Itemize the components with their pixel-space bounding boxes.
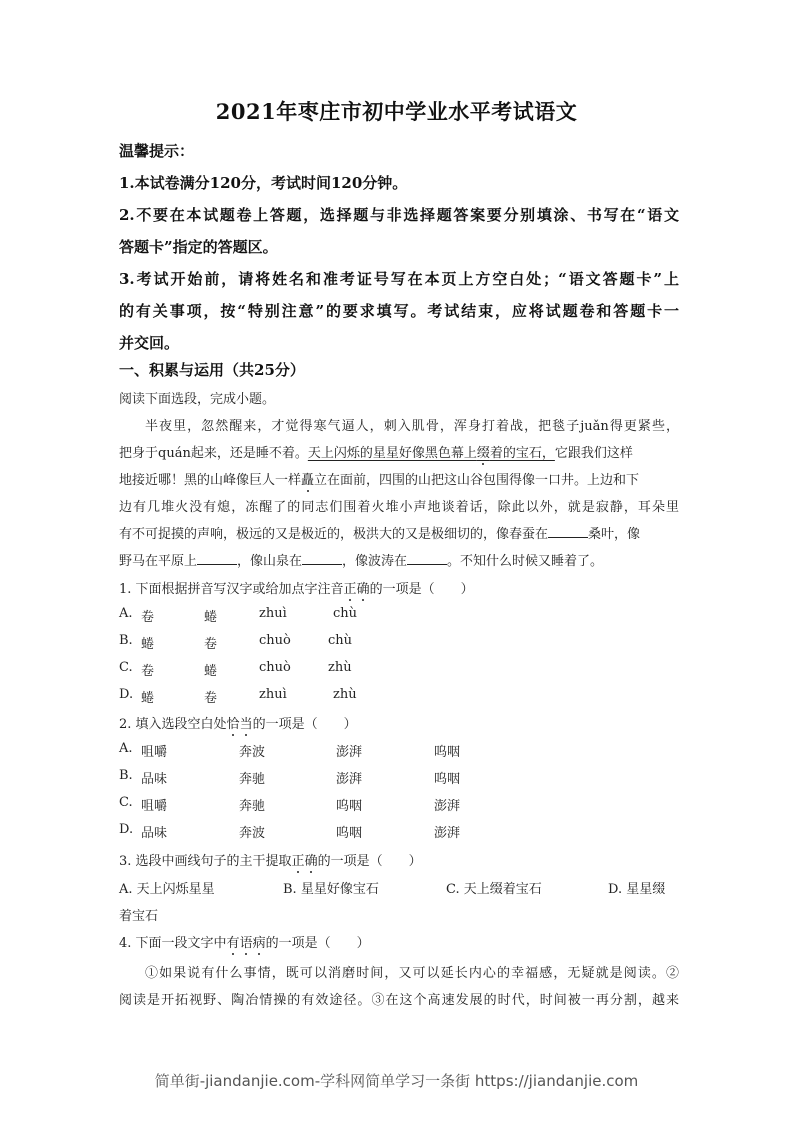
passage-text: 有不可捉摸的声响，极远的又是极近的，极洪大的又是极细切的，像春蚕在 bbox=[119, 527, 549, 542]
passage-line bbox=[119, 469, 639, 488]
notice-item: 的有关事项，按“特别注意”的要求填写。考试结束，应将试题卷和答题卡一 bbox=[119, 302, 679, 320]
section-heading: 一、积累与运用（共25分） bbox=[119, 361, 305, 379]
option-letter: B. bbox=[119, 768, 133, 783]
question-3-option-d[interactable]: D. 星星缀 bbox=[608, 882, 666, 897]
option-cell: zhuì bbox=[259, 606, 287, 621]
watermark-footer: 简单街-jiandanjie.com-学科网简单学习一条街 https://jiandanjie.com bbox=[154, 1072, 639, 1090]
option-cell: 奔波 bbox=[239, 826, 266, 841]
option-cell: 卷 bbox=[204, 637, 218, 652]
option-cell: 呜咽 bbox=[336, 826, 363, 841]
emphasis-dot-char: 正 bbox=[291, 854, 305, 869]
notice-item: 答题卡”指定的答题区。 bbox=[119, 238, 278, 256]
passage-text: 天上闪烁的星星好像黑色幕上 bbox=[307, 446, 477, 461]
option-cell: 澎湃 bbox=[336, 772, 363, 787]
passage-line bbox=[119, 550, 603, 569]
notice-item: 1.本试卷满分120分，考试时间120分钟。 bbox=[119, 174, 408, 192]
option-cell: 蜷 bbox=[204, 610, 218, 625]
passage-text: ，像波涛在 bbox=[342, 554, 408, 569]
question-3-option-b[interactable]: B. 星星好像宝石 bbox=[283, 882, 379, 897]
stem-text: 2. 填入选段空白处 bbox=[119, 717, 227, 732]
option-cell: chù bbox=[328, 633, 353, 648]
question-4-passage-line: 阅读是开拓视野、陶冶情操的有效途径。③在这个高速发展的时代，时间被一再分割，越来 bbox=[119, 993, 679, 1008]
option-cell: chù bbox=[333, 606, 358, 621]
option-cell: chuò bbox=[259, 660, 291, 675]
option-cell: 呜咽 bbox=[434, 745, 461, 760]
underlined-sentence bbox=[308, 446, 555, 461]
stem-text: 4. 下面一段文字中 bbox=[119, 936, 227, 951]
option-cell: zhù bbox=[333, 687, 357, 702]
stem-text: 1. 下面根据拼音写汉字或给加点字注音 bbox=[119, 582, 344, 597]
fill-blank[interactable] bbox=[407, 552, 447, 565]
passage-text: 把身于quán起来，还是睡不着。 bbox=[119, 446, 308, 461]
fill-blank[interactable] bbox=[197, 552, 237, 565]
question-1-stem bbox=[119, 578, 474, 597]
option-cell: 蜷 bbox=[141, 637, 155, 652]
option-cell: 澎湃 bbox=[434, 799, 461, 814]
option-cell: 澎湃 bbox=[336, 745, 363, 760]
emphasis-dot-char: 确 bbox=[356, 582, 370, 597]
passage-text: 立在面前，四围的山把这山谷包围得像一口井。上边和下 bbox=[314, 473, 640, 488]
question-3-option-d-wrap[interactable]: 着宝石 bbox=[119, 909, 159, 924]
stem-text: 3. 选段中画线句子的主干提取 bbox=[119, 854, 292, 869]
emphasis-dot-char: 矗 bbox=[301, 473, 315, 488]
emphasis-dot-char: 有 bbox=[226, 936, 240, 951]
question-3-option-a[interactable]: A. 天上闪烁星星 bbox=[119, 882, 215, 897]
option-cell: 蜷 bbox=[141, 691, 155, 706]
emphasis-dot-char: 正 bbox=[343, 582, 357, 597]
option-cell: chuò bbox=[259, 633, 291, 648]
emphasis-dot-char: 语 bbox=[239, 936, 253, 951]
stem-text: 的一项是（ ） bbox=[317, 854, 422, 869]
question-3-option-c[interactable]: C. 天上缀着宝石 bbox=[446, 882, 542, 897]
option-cell: 卷 bbox=[204, 691, 218, 706]
passage-line bbox=[119, 523, 640, 542]
passage-text: 着的宝石， bbox=[489, 446, 555, 461]
passage-line: 边有几堆火没有熄，冻醒了的同志们围着火堆小声地谈着话，除此以外，就是寂静，耳朵里 bbox=[119, 500, 679, 515]
emphasis-dot-char: 当 bbox=[239, 717, 253, 732]
option-letter: B. bbox=[119, 633, 133, 648]
option-letter: D. bbox=[119, 822, 134, 837]
passage-text: 它跟我们这样 bbox=[554, 446, 633, 461]
option-cell: 呜咽 bbox=[434, 772, 461, 787]
fill-blank[interactable] bbox=[548, 525, 588, 538]
passage-text: 野马在平原上 bbox=[119, 554, 198, 569]
passage-text: 桑叶，像 bbox=[588, 527, 641, 542]
option-cell: 品味 bbox=[141, 772, 168, 787]
option-cell: zhuì bbox=[259, 687, 287, 702]
emphasis-dot-char: 病 bbox=[252, 936, 266, 951]
option-cell: 卷 bbox=[141, 664, 155, 679]
option-cell: 澎湃 bbox=[434, 826, 461, 841]
emphasis-dot-char: 缀 bbox=[476, 446, 490, 461]
passage-line bbox=[119, 442, 633, 461]
option-letter: A. bbox=[119, 606, 133, 621]
option-cell: 奔驰 bbox=[239, 799, 266, 814]
question-4-stem bbox=[119, 932, 370, 951]
passage-line: 半夜里，忽然醒来，才觉得寒气逼人，刺入肌骨，浑身打着战，把毯子juǎn得更紧些， bbox=[145, 419, 679, 434]
option-letter: C. bbox=[119, 795, 133, 810]
option-cell: 蜷 bbox=[204, 664, 218, 679]
stem-text: 的一项是（ ） bbox=[252, 717, 357, 732]
fill-blank[interactable] bbox=[302, 552, 342, 565]
section-instruction: 阅读下面选段，完成小题。 bbox=[119, 392, 276, 407]
option-cell: zhù bbox=[328, 660, 352, 675]
stem-text: 的一项是（ ） bbox=[265, 936, 370, 951]
question-2-stem bbox=[119, 713, 357, 732]
page-title: 2021年枣庄市初中学业水平考试语文 bbox=[215, 99, 578, 124]
stem-text: 的一项是（ ） bbox=[369, 582, 474, 597]
option-cell: 咀嚼 bbox=[141, 799, 168, 814]
notice-heading: 温馨提示： bbox=[119, 142, 195, 160]
passage-text: 地接近哪！黑的山峰像巨人一样 bbox=[119, 473, 302, 488]
option-cell: 呜咽 bbox=[336, 799, 363, 814]
option-cell: 奔驰 bbox=[239, 772, 266, 787]
option-cell: 咀嚼 bbox=[141, 745, 168, 760]
option-cell: 奔波 bbox=[239, 745, 266, 760]
emphasis-dot-char: 恰 bbox=[226, 717, 240, 732]
passage-text: 。不知什么时候又睡着了。 bbox=[447, 554, 604, 569]
option-cell: 品味 bbox=[141, 826, 168, 841]
option-letter: D. bbox=[119, 687, 134, 702]
notice-item: 3.考试开始前，请将姓名和准考证号写在本页上方空白处；“语文答题卡”上 bbox=[119, 270, 679, 288]
question-3-stem bbox=[119, 850, 422, 869]
question-4-passage-line: ①如果说有什么事情，既可以消磨时间，又可以延长内心的幸福感，无疑就是阅读。② bbox=[145, 966, 679, 981]
emphasis-dot-char: 确 bbox=[304, 854, 318, 869]
option-letter: A. bbox=[119, 741, 133, 756]
option-letter: C. bbox=[119, 660, 133, 675]
option-cell: 卷 bbox=[141, 610, 155, 625]
notice-item: 并交回。 bbox=[119, 334, 180, 352]
passage-text: ，像山泉在 bbox=[237, 554, 303, 569]
notice-item: 2.不要在本试题卷上答题，选择题与非选择题答案要分别填涂、书写在“语文 bbox=[119, 206, 679, 224]
